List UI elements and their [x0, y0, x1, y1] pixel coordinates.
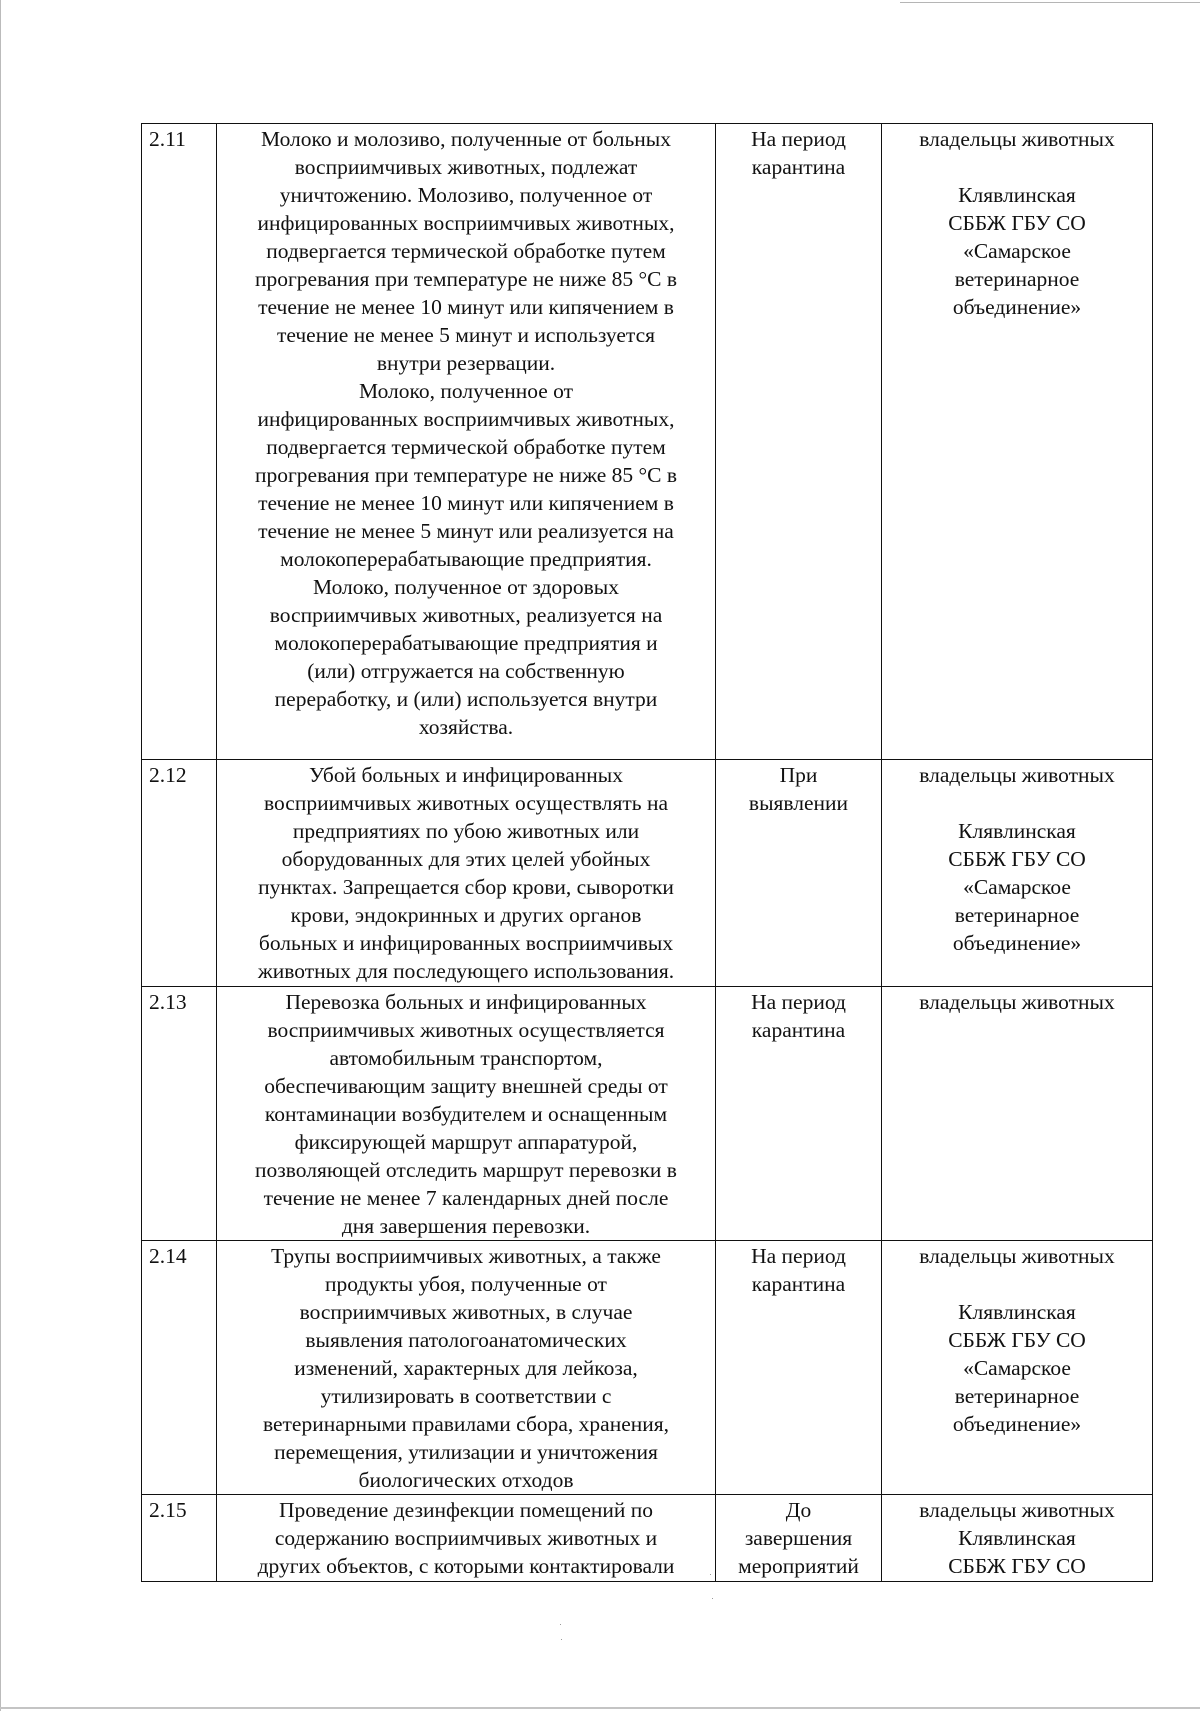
text-line: СББЖ ГБУ СО: [948, 847, 1086, 871]
blank-line: [886, 1270, 1148, 1298]
term-cell: [716, 124, 882, 760]
text-line: больных и инфицированных восприимчивых: [258, 931, 674, 955]
row-number: 2.11: [142, 124, 217, 760]
text-line: выявления патологоанатомических: [305, 1328, 627, 1352]
text-line: позволяющей отследить маршрут перевозки в: [255, 1158, 677, 1182]
text-line: «Самарское: [963, 875, 1071, 899]
responsible-cell: [882, 1241, 1153, 1495]
text-line: На период: [751, 1244, 846, 1268]
text-line: Убой больных и инфицированных: [309, 763, 623, 787]
table-row: [142, 1241, 1153, 1495]
text-line: утилизировать в соответствии с: [320, 1384, 612, 1408]
text-line: течение не менее 10 минут или кипячением в: [258, 491, 674, 515]
table-row: [142, 987, 1153, 1241]
text-line: объединение»: [952, 931, 1082, 955]
text-line: владельцы животных: [919, 990, 1115, 1014]
text-line: контаминации возбудителем и оснащенным: [264, 1102, 668, 1126]
text-line: Клявлинская: [958, 1300, 1076, 1324]
text-line: переработку, и (или) используется внутри: [274, 687, 658, 711]
text-line: Молоко и молозиво, полученные от больных: [260, 127, 671, 151]
text-line: течение не менее 10 минут или кипячением в: [258, 295, 674, 319]
scan-speck: [710, 1574, 711, 1575]
text-line: перемещения, утилизации и уничтожения: [274, 1440, 658, 1464]
text-line: «Самарское: [963, 239, 1071, 263]
text-line: Проведение дезинфекции помещений по: [278, 1498, 654, 1522]
table-row: [142, 1495, 1153, 1582]
text-line: биологических отходов: [358, 1468, 574, 1492]
text-line: молокоперерабатывающие предприятия и: [274, 631, 658, 655]
text-line: объединение»: [952, 1412, 1082, 1436]
text-line: завершения: [744, 1526, 853, 1550]
scan-edge-bottom: [0, 1707, 1200, 1709]
text-line: хозяйства.: [418, 715, 514, 739]
text-line: подвергается термической обработке путем: [266, 239, 666, 263]
responsible-cell: [882, 124, 1153, 760]
text-line: выявлении: [748, 791, 849, 815]
text-line: восприимчивых животных, подлежат: [294, 155, 638, 179]
text-line: восприимчивых животных осуществлять на: [263, 791, 669, 815]
text-line: восприимчивых животных, реализуется на: [269, 603, 663, 627]
text-line: продукты убоя, полученные от: [325, 1272, 607, 1296]
text-line: прогревания при температуре не ниже 85 °С в: [254, 463, 678, 487]
text-line: СББЖ ГБУ СО: [948, 1554, 1086, 1578]
row-number: 2.14: [142, 1241, 217, 1495]
text-line: Клявлинская: [958, 183, 1076, 207]
text-line: прогревания при температуре не ниже 85 °С в: [254, 267, 678, 291]
text-line: владельцы животных: [919, 127, 1115, 151]
text-line: течение не менее 7 календарных дней после: [263, 1186, 669, 1210]
text-line: «Самарское: [963, 1356, 1071, 1380]
text-line: карантина: [751, 1272, 846, 1296]
table-row: [142, 124, 1153, 760]
text-line: внутри резервации.: [376, 351, 556, 375]
responsible-cell: [882, 987, 1153, 1241]
responsible-cell: [882, 760, 1153, 987]
text-line: других объектов, с которыми контактировали: [257, 1554, 675, 1578]
measures-table: [141, 123, 1153, 1582]
text-line: (или) отгружается на собственную: [307, 659, 625, 683]
text-line: автомобильным транспортом,: [329, 1046, 603, 1070]
text-line: На период: [751, 990, 846, 1014]
text-line: восприимчивых животных, в случае: [299, 1300, 633, 1324]
text-line: Клявлинская: [958, 819, 1076, 843]
scan-edge-top: [900, 2, 1200, 3]
text-line: Перевозка больных и инфицированных: [285, 990, 647, 1014]
text-line: течение не менее 5 минут или реализуется на: [258, 519, 674, 543]
text-line: оборудованных для этих целей убойных: [281, 847, 651, 871]
text-line: владельцы животных: [919, 1244, 1115, 1268]
measure-cell: [217, 760, 716, 987]
text-line: Трупы восприимчивых животных, а также: [271, 1244, 661, 1268]
term-cell: [716, 987, 882, 1241]
text-line: объединение»: [952, 295, 1082, 319]
text-line: крови, эндокринных и других органов: [290, 903, 642, 927]
row-number: 2.12: [142, 760, 217, 987]
text-line: инфицированных восприимчивых животных,: [257, 407, 675, 431]
scan-speck: [560, 1624, 561, 1625]
text-line: мероприятий: [738, 1554, 859, 1578]
text-line: ветеринарное: [954, 903, 1080, 927]
text-line: содержанию восприимчивых животных и: [274, 1526, 658, 1550]
measure-cell: [217, 124, 716, 760]
blank-line: [886, 153, 1148, 181]
measure-cell: [217, 1495, 716, 1582]
row-number: 2.13: [142, 987, 217, 1241]
measure-cell: [217, 1241, 716, 1495]
text-line: Молоко, полученное от: [359, 379, 573, 403]
text-line: инфицированных восприимчивых животных,: [257, 211, 675, 235]
text-line: Клявлинская: [958, 1526, 1076, 1550]
text-line: владельцы животных: [919, 1498, 1115, 1522]
measures-table-body: [142, 124, 1153, 1582]
text-line: восприимчивых животных осуществляется: [267, 1018, 665, 1042]
text-line: фиксирующей маршрут аппаратурой,: [294, 1130, 638, 1154]
term-cell: [716, 760, 882, 987]
text-line: обеспечивающим защиту внешней среды от: [264, 1074, 668, 1098]
text-line: владельцы животных: [919, 763, 1115, 787]
text-line: пунктах. Запрещается сбор крови, сыворотки: [258, 875, 674, 899]
text-line: уничтожению. Молозиво, полученное от: [279, 183, 653, 207]
text-line: ветеринарное: [954, 267, 1080, 291]
table-row: [142, 760, 1153, 987]
text-line: ветеринарными правилами сбора, хранения,: [262, 1412, 670, 1436]
text-line: карантина: [751, 155, 846, 179]
text-line: подвергается термической обработке путем: [266, 435, 666, 459]
text-line: До: [785, 1498, 812, 1522]
text-line: СББЖ ГБУ СО: [948, 1328, 1086, 1352]
text-line: животных для последующего использования.: [257, 959, 675, 983]
text-line: карантина: [751, 1018, 846, 1042]
text-line: При: [779, 763, 818, 787]
term-cell: [716, 1241, 882, 1495]
text-line: На период: [751, 127, 846, 151]
text-line: Молоко, полученное от здоровых: [312, 575, 619, 599]
scan-speck: [712, 1598, 713, 1599]
term-cell: [716, 1495, 882, 1582]
text-line: предприятиях по убою животных или: [292, 819, 640, 843]
text-line: дня завершения перевозки.: [341, 1214, 591, 1238]
responsible-cell: [882, 1495, 1153, 1582]
text-line: течение не менее 5 минут и используется: [276, 323, 656, 347]
scan-speck: [561, 1639, 562, 1640]
measure-cell: [217, 987, 716, 1241]
text-line: СББЖ ГБУ СО: [948, 211, 1086, 235]
scan-edge-left: [0, 0, 1, 1711]
blank-line: [886, 789, 1148, 817]
text-line: молокоперерабатывающие предприятия.: [280, 547, 652, 571]
text-line: ветеринарное: [954, 1384, 1080, 1408]
text-line: изменений, характерных для лейкоза,: [294, 1356, 638, 1380]
row-number: 2.15: [142, 1495, 217, 1582]
